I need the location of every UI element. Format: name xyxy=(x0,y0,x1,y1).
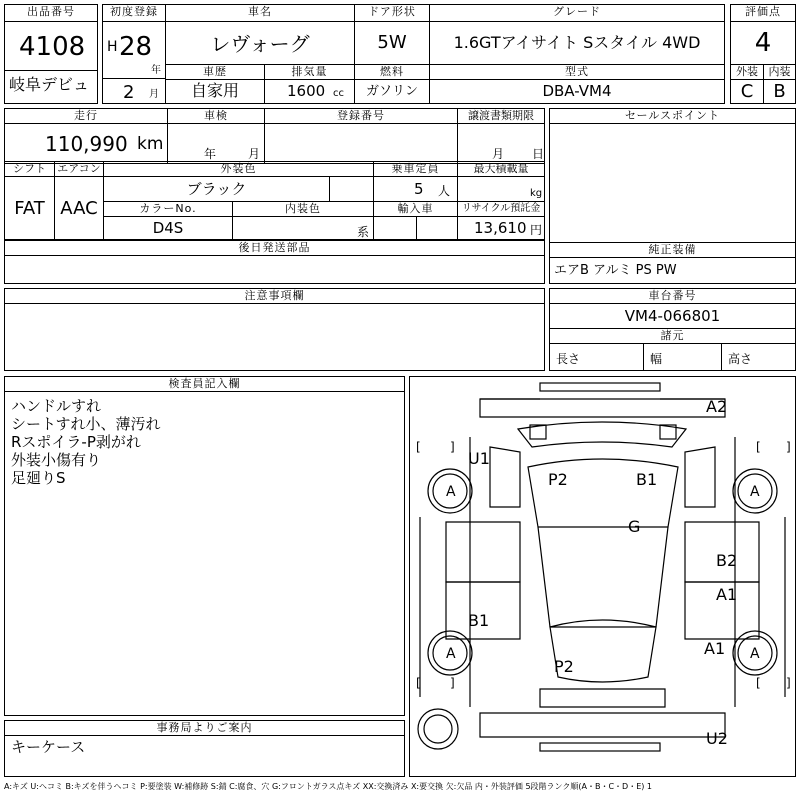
load-box xyxy=(457,176,545,202)
history-box xyxy=(165,79,265,104)
height-label: 高さ xyxy=(728,352,753,366)
mileage-value: 110,990 xyxy=(45,132,128,156)
history-value: 自家用 xyxy=(190,81,239,100)
shift-box xyxy=(4,176,55,240)
car-diagram xyxy=(409,376,796,777)
office-text: キーケース xyxy=(11,738,86,756)
plate-label: 登録番号 xyxy=(264,108,458,124)
transfer-day-unit: 日 xyxy=(532,147,545,161)
recycle-value: 13,610 xyxy=(474,219,527,237)
grade-value: 1.6GTアイサイト Sスタイル 4WD xyxy=(453,33,701,52)
mark-a2: A2 xyxy=(706,397,728,416)
equip-box xyxy=(549,257,796,284)
score-box xyxy=(730,21,796,65)
height-box xyxy=(721,343,796,371)
mark-g: G xyxy=(628,517,641,536)
interior-label: 内装 xyxy=(763,64,796,80)
door-label: ドア形状 xyxy=(354,4,430,22)
inspection-box xyxy=(167,123,265,164)
score-value: 4 xyxy=(754,28,772,58)
ac-value: AAC xyxy=(60,198,98,219)
interior-value: B xyxy=(773,81,786,102)
score-label: 評価点 xyxy=(730,4,796,22)
lot-box xyxy=(4,21,98,71)
model-box xyxy=(429,79,725,104)
reg-label: 初度登録 xyxy=(102,4,166,22)
mark-p2-top: P2 xyxy=(548,470,568,489)
reg-month: 2 xyxy=(123,82,135,103)
inspector-note: 外装小傷有り xyxy=(11,451,102,469)
inspector-label: 検査員記入欄 xyxy=(4,376,405,392)
inspector-note: Rスポイラ-P剥がれ xyxy=(11,433,141,451)
recycle-unit: 円 xyxy=(530,223,543,237)
shift-label: シフト xyxy=(4,161,55,177)
transfer-month-unit: 月 xyxy=(492,147,505,161)
color-label: 外装色 xyxy=(103,161,374,177)
lot-label: 出品番号 xyxy=(4,4,98,22)
mark-b1-left: B1 xyxy=(468,611,490,630)
capacity-value: 5 xyxy=(414,180,424,198)
inspection-year-unit: 年 xyxy=(204,147,217,161)
length-label: 長さ xyxy=(556,352,581,366)
car-outline xyxy=(410,377,795,776)
name-label: 車名 xyxy=(165,4,355,22)
reg-era: H xyxy=(107,39,118,55)
mark-b2: B2 xyxy=(716,551,738,570)
plate-box xyxy=(264,123,458,164)
displacement-label: 排気量 xyxy=(264,64,355,80)
color-box xyxy=(103,176,330,202)
inspection-label: 車検 xyxy=(167,108,265,124)
width-box xyxy=(643,343,722,371)
reg-box xyxy=(102,21,166,104)
svg-text:[: [ xyxy=(756,676,761,690)
grade-label: グレード xyxy=(429,4,725,22)
fuel-box xyxy=(354,79,430,104)
transfer-label: 譲渡書類期限 xyxy=(457,108,545,124)
reg-year: 28 xyxy=(119,32,153,62)
mark-b1-top: B1 xyxy=(636,470,658,489)
recycle-label: リサイクル預託金 xyxy=(457,201,545,217)
shift-value: FAT xyxy=(14,198,45,219)
svg-text:[: [ xyxy=(416,676,421,690)
mark-a1-right-low: A1 xyxy=(704,639,726,658)
load-label: 最大積載量 xyxy=(457,161,545,177)
mark-tire-fr: A xyxy=(750,484,760,500)
svg-text:]: ] xyxy=(450,440,455,454)
svg-text:]: ] xyxy=(450,676,455,690)
colorno-label: カラーNo. xyxy=(103,201,233,217)
inspector-note: ハンドルすれ xyxy=(11,397,102,415)
equip-label: 純正装備 xyxy=(549,242,796,258)
door-value: 5W xyxy=(377,32,407,53)
intcolor-box xyxy=(232,216,374,240)
load-unit: kg xyxy=(530,188,543,199)
mark-tire-rl: A xyxy=(446,646,456,662)
svg-text:]: ] xyxy=(786,440,791,454)
color-extra-box xyxy=(329,176,374,202)
inspection-month-unit: 月 xyxy=(248,147,261,161)
chassis-box xyxy=(549,303,796,329)
mark-tire-rr: A xyxy=(750,646,760,662)
svg-text:[: [ xyxy=(756,440,761,454)
legend-text: A:キズ U:ヘコミ B:キズを伴うヘコミ P:要塗装 W:補修跡 S:錆 C:腐食、穴 G:フロントガラス点キズ XX:交換済み X:要交換 欠:欠品 内・外装評価 5段階ランク順(A・B・C・D・E) 1 xyxy=(4,782,653,791)
model-label: 型式 xyxy=(429,64,725,80)
auction-name: 岐阜デビュ xyxy=(9,75,90,94)
fuel-label: 燃料 xyxy=(354,64,430,80)
displacement-value: 1600 xyxy=(287,82,326,100)
recycle-box xyxy=(457,216,545,240)
reg-year-unit: 年 xyxy=(151,65,161,76)
spec-block xyxy=(4,108,545,284)
inspector-notes-box xyxy=(4,391,405,716)
svg-text:]: ] xyxy=(786,676,791,690)
svg-text:[: [ xyxy=(416,440,421,454)
exterior-label: 外装 xyxy=(730,64,764,80)
equip-value: エアB アルミ PS PW xyxy=(554,263,677,278)
reg-month-unit: 月 xyxy=(149,89,159,100)
lot-number: 4108 xyxy=(19,32,86,62)
dims-label: 諸元 xyxy=(549,328,796,344)
exterior-box xyxy=(730,79,764,104)
transfer-box xyxy=(457,123,545,164)
auction-box xyxy=(4,70,98,104)
displacement-unit: cc xyxy=(333,88,344,99)
colorno-value: D4S xyxy=(152,219,184,237)
header-block xyxy=(4,4,796,104)
sales-label: セールスポイント xyxy=(549,108,796,124)
intcolor-unit: 系 xyxy=(357,225,370,239)
grade-box xyxy=(429,21,725,65)
inspector-note: シートすれ小、薄汚れ xyxy=(11,415,161,433)
exterior-value: C xyxy=(740,81,754,102)
import-label: 輸入車 xyxy=(373,201,458,217)
capacity-box xyxy=(373,176,458,202)
caution-label: 注意事項欄 xyxy=(4,288,545,304)
width-label: 幅 xyxy=(650,352,663,366)
mark-a1-right: A1 xyxy=(716,585,738,604)
mileage-label: 走行 xyxy=(4,108,168,124)
interior-box xyxy=(763,79,796,104)
later-parts-label: 後日発送部品 xyxy=(4,240,545,256)
caution-box xyxy=(4,303,545,371)
office-label: 事務局よりご案内 xyxy=(4,720,405,736)
import-box-2 xyxy=(416,216,458,240)
mileage-box xyxy=(4,123,168,164)
name-box xyxy=(165,21,355,65)
ac-box xyxy=(54,176,104,240)
displacement-box xyxy=(264,79,355,104)
chassis-value: VM4-066801 xyxy=(624,307,721,325)
intcolor-label: 内装色 xyxy=(232,201,374,217)
color-value: ブラック xyxy=(186,180,247,198)
mark-tire-fl: A xyxy=(446,484,456,500)
history-label: 車歴 xyxy=(165,64,265,80)
chassis-label: 車台番号 xyxy=(549,288,796,304)
colorno-box xyxy=(103,216,233,240)
mileage-unit: km xyxy=(137,134,164,154)
capacity-unit: 人 xyxy=(438,184,451,198)
ac-label: エアコン xyxy=(54,161,104,177)
mark-u2: U2 xyxy=(706,729,728,748)
fuel-value: ガソリン xyxy=(365,84,418,99)
office-box xyxy=(4,735,405,777)
import-box xyxy=(373,216,417,240)
sales-box xyxy=(549,123,796,243)
model-value: DBA-VM4 xyxy=(542,82,612,100)
mark-u1: U1 xyxy=(468,449,490,468)
capacity-label: 乗車定員 xyxy=(373,161,458,177)
length-box xyxy=(549,343,644,371)
mark-p2-low: P2 xyxy=(554,657,574,676)
later-parts-box xyxy=(4,255,545,284)
door-box xyxy=(354,21,430,65)
car-name: レヴォーグ xyxy=(210,32,310,56)
inspector-note: 足廻りS xyxy=(11,469,66,487)
